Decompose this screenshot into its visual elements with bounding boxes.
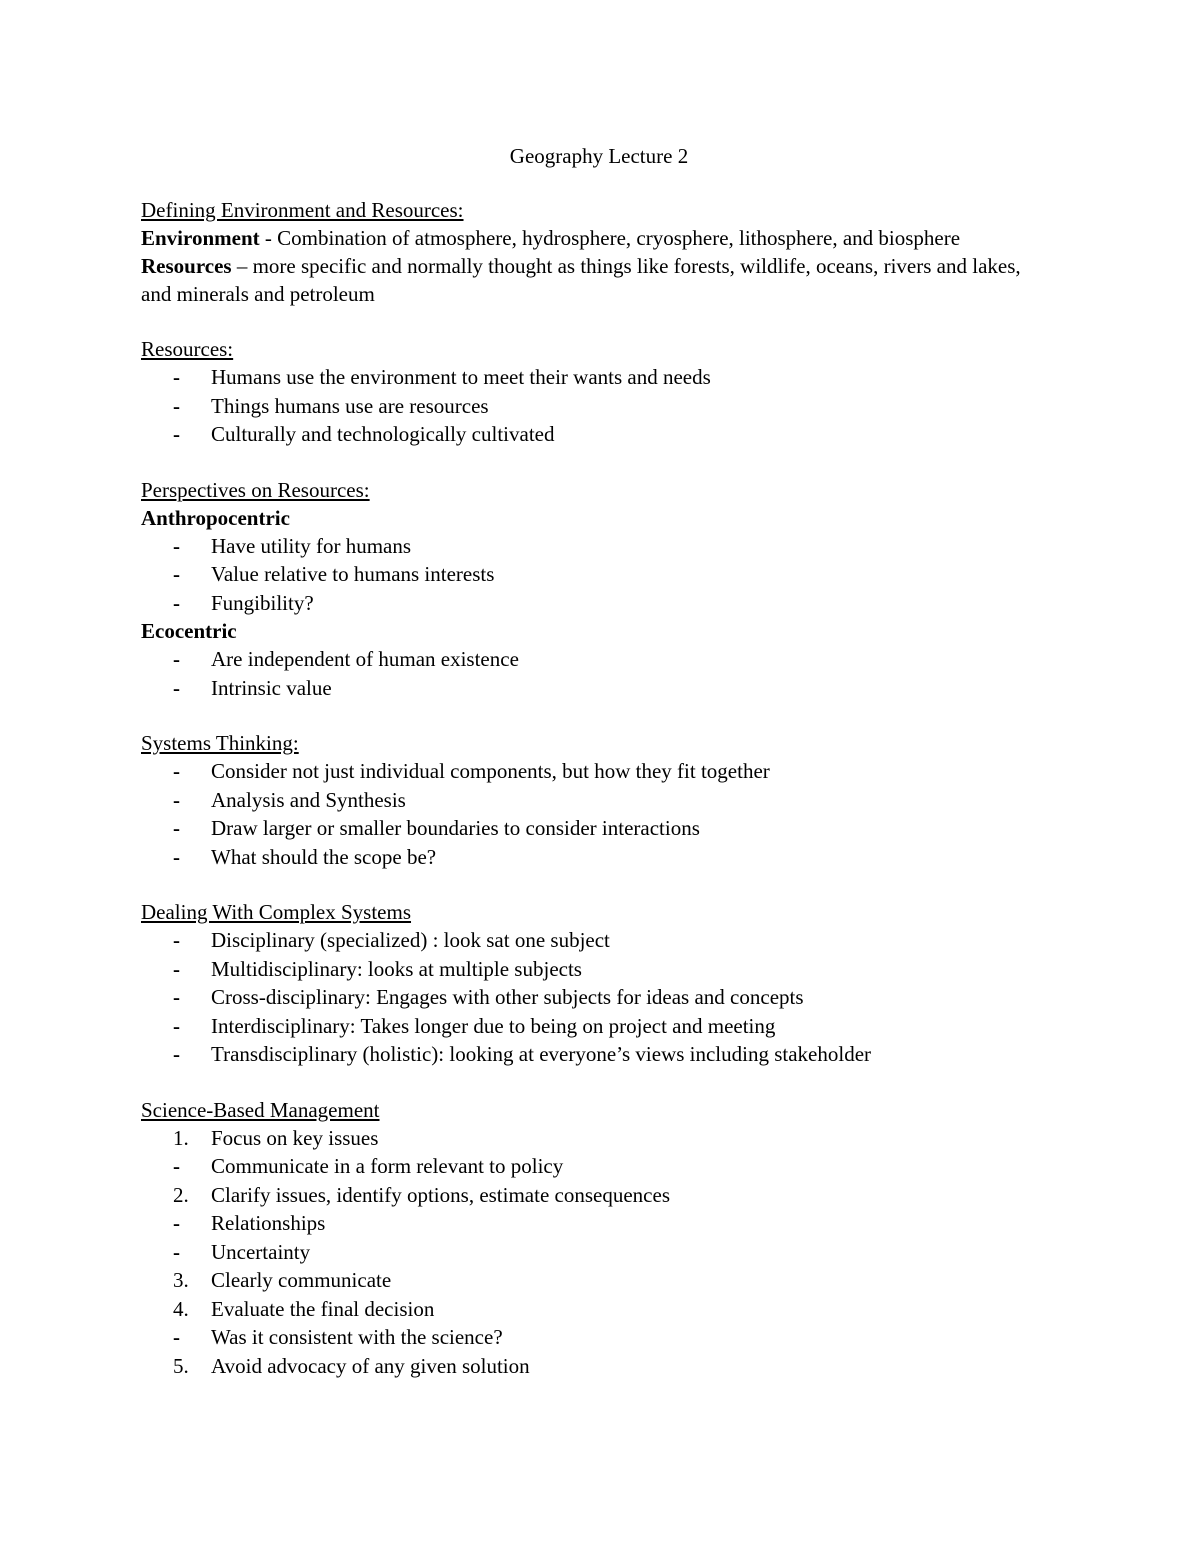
list-item-text: Value relative to humans interests [211,562,495,586]
list-item-text: Interdisciplinary: Takes longer due to being on project and meeting [211,1013,776,1038]
section-heading: Science-Based Management [141,1097,380,1122]
section-perspectives [141,476,1041,703]
list-item-text: Uncertainty [211,1239,311,1264]
list-item [141,589,1041,618]
list-marker: - [173,985,180,1009]
list-item [141,1040,1041,1069]
list-item [141,1012,1041,1041]
section-heading: Defining Environment and Resources: [141,198,464,222]
list-item-text: Was it consistent with the science? [211,1325,503,1349]
list-item [141,1152,1041,1181]
list-marker: - [173,562,180,586]
list-item [141,1323,1041,1352]
list-item-text: Avoid advocacy of any given solution [211,1353,530,1378]
list-item-text: Clarify issues, identify options, estimate consequences [211,1182,670,1207]
section-heading: Systems Thinking: [141,731,299,755]
list-item [141,786,1041,815]
list-marker: - [173,365,180,389]
list-marker: - [173,816,180,840]
section-science-based-management [141,1096,1041,1381]
list-item-text: What should the scope be? [211,844,437,869]
list-marker: 2. [173,1182,189,1207]
list-item [141,420,1041,449]
section-systems-thinking [141,729,1041,871]
list-item-text: Culturally and technologically cultivated [211,422,555,446]
section-resources [141,335,1041,449]
list-item [141,1124,1041,1153]
list-marker: - [173,647,180,671]
bullet-list [141,757,1041,871]
list-item-text: Intrinsic value [211,675,332,700]
section-heading: Perspectives on Resources: [141,477,370,502]
section-defining-environment [141,196,1041,308]
list-item [141,983,1041,1012]
list-item-text: Humans use the environment to meet their wants and needs [211,365,711,389]
bullet-list [141,532,1041,618]
list-item-text: Draw larger or smaller boundaries to consider interactions [211,816,700,840]
list-marker: 5. [173,1353,189,1378]
list-item-text: Are independent of human existence [211,647,519,671]
mixed-list [141,1124,1041,1381]
definition-resources [141,252,1041,308]
list-item [141,1181,1041,1210]
document-page [141,142,1041,1407]
list-item-text: Cross-disciplinary: Engages with other subjects for ideas and concepts [211,985,804,1009]
list-item-text: Consider not just individual components, but how they fit together [211,759,770,783]
list-item [141,1295,1041,1324]
list-marker: - [173,393,180,418]
list-item-text: Clearly communicate [211,1268,392,1292]
list-marker: - [173,1239,180,1264]
list-item [141,1266,1041,1295]
list-item [141,532,1041,561]
list-item-text: Transdisciplinary (holistic): looking at everyone’s views including stakeholder [211,1042,872,1066]
list-item [141,1209,1041,1238]
list-item [141,560,1041,589]
list-item-text: Relationships [211,1211,326,1235]
definition-text: – more specific and normally thought as things like forests, wildlife, oceans, rivers and lakes, and minerals and petroleum [141,254,1021,306]
list-item [141,926,1041,955]
definition-environment [141,224,1041,252]
list-item [141,674,1041,703]
list-marker: - [173,1211,180,1235]
group-label-anthropocentric: Anthropocentric [141,505,290,530]
list-marker: - [173,956,180,981]
list-item-text: Disciplinary (specialized) : look sat one subject [211,928,610,952]
list-marker: - [173,590,180,615]
list-item [141,843,1041,872]
list-item-text: Multidisciplinary: looks at multiple subjects [211,956,582,981]
section-complex-systems [141,898,1041,1069]
list-item [141,1352,1041,1381]
list-marker: - [173,422,180,446]
list-item-text: Analysis and Synthesis [211,787,406,812]
list-item [141,814,1041,843]
list-marker: - [173,1154,180,1178]
list-item-text: Things humans use are resources [211,393,489,418]
list-item-text: Evaluate the final decision [211,1296,435,1321]
list-item [141,392,1041,421]
definition-text: - Combination of atmosphere, hydrosphere, cryosphere, lithosphere, and biosphere [259,226,961,250]
list-item [141,363,1041,392]
list-item-text: Fungibility? [211,590,314,615]
list-marker: - [173,1013,180,1038]
list-item [141,1238,1041,1267]
list-item-text: Focus on key issues [211,1125,379,1150]
list-marker: - [173,787,180,812]
list-marker: - [173,1042,180,1066]
list-item [141,757,1041,786]
list-marker: 4. [173,1296,189,1321]
list-item-text: Have utility for humans [211,533,412,558]
list-item-text: Communicate in a form relevant to policy [211,1154,564,1178]
list-marker: - [173,844,180,869]
list-marker: - [173,1325,180,1349]
list-marker: 1. [173,1125,189,1150]
bullet-list [141,363,1041,449]
list-marker: 3. [173,1268,189,1292]
definition-term: Resources [141,254,232,278]
bullet-list [141,645,1041,702]
document-title: Geography Lecture 2 [509,144,689,168]
list-item [141,645,1041,674]
section-heading: Dealing With Complex Systems [141,900,412,924]
list-item [141,955,1041,984]
list-marker: - [173,928,180,952]
list-marker: - [173,533,180,558]
group-label-ecocentric: Ecocentric [141,619,237,643]
section-heading: Resources: [141,337,234,361]
definition-term: Environment [141,226,260,250]
list-marker: - [173,759,180,783]
list-marker: - [173,675,180,700]
bullet-list [141,926,1041,1069]
